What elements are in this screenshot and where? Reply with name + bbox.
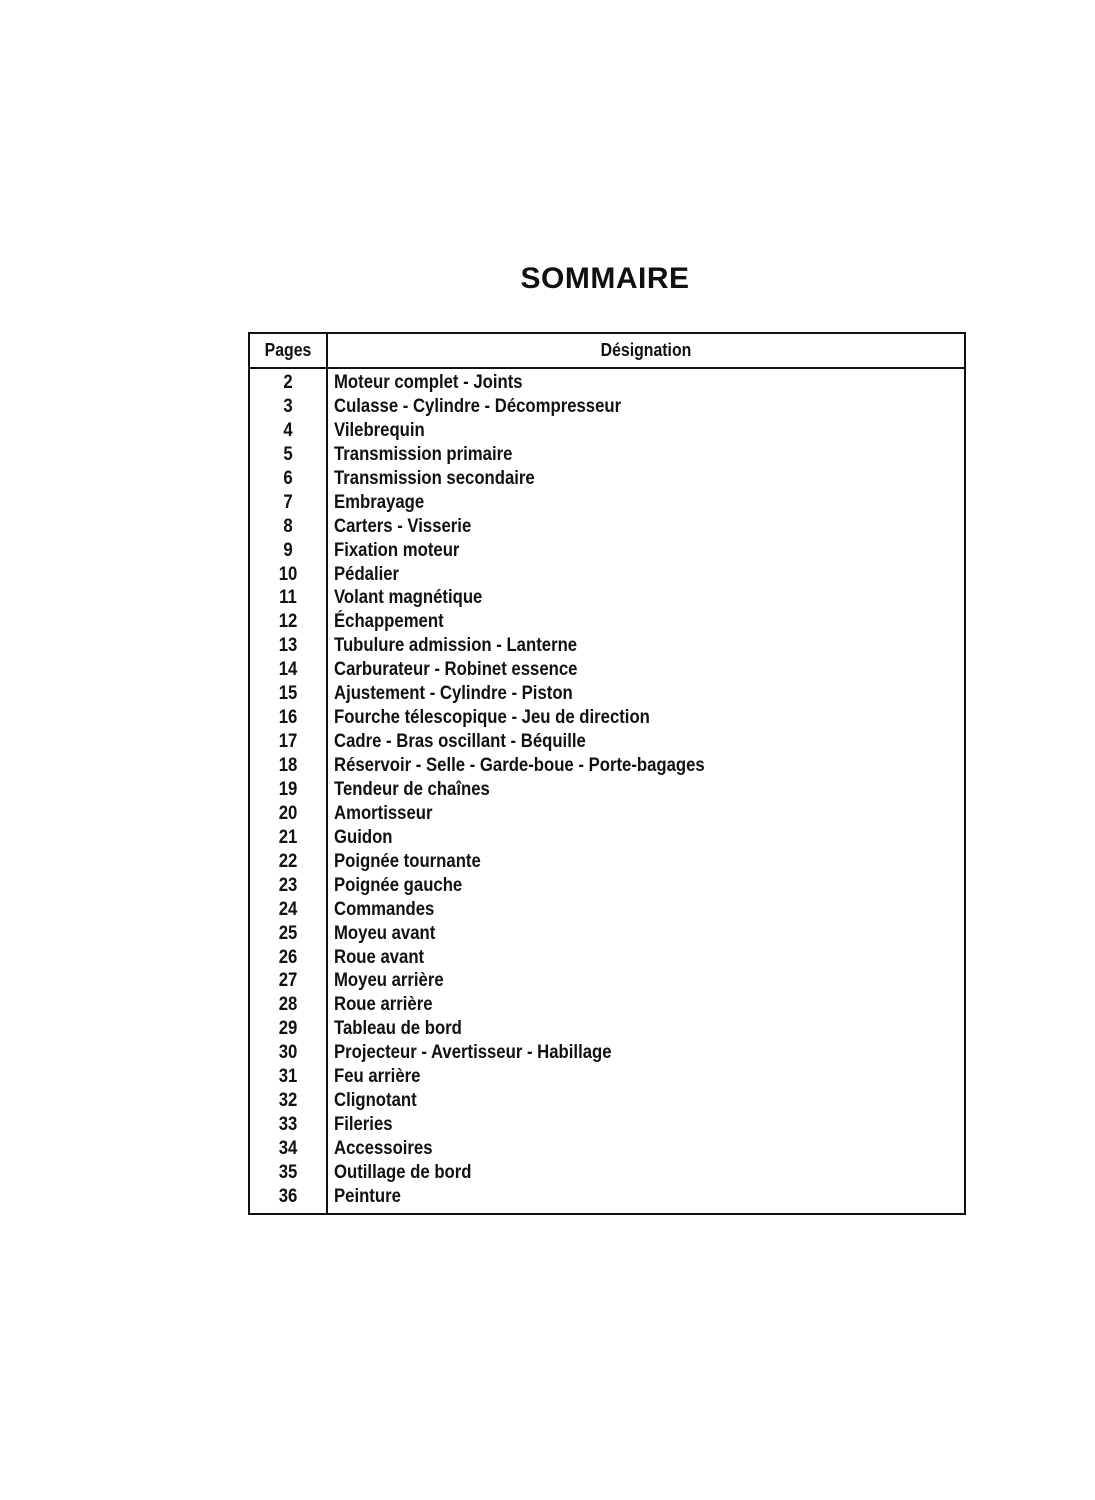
designation-label: Embrayage [334,491,425,513]
designation-label: Roue arrière [334,994,433,1016]
designation-label: Carburateur - Robinet essence [334,659,578,681]
page-number: 34 [278,1138,298,1159]
page-number: 29 [278,1018,298,1040]
designation-label: Commandes [334,898,435,920]
table-row [250,443,964,467]
page-number: 15 [278,683,298,705]
table-row [250,419,964,443]
table-row [250,1017,964,1041]
table-row [250,922,964,946]
table-row [250,946,964,970]
page-number: 11 [279,587,297,609]
page-number: 24 [278,898,298,920]
table-row [250,898,964,922]
designation-label: Peinture [334,1185,401,1207]
table-row [250,778,964,802]
page-number: 31 [278,1066,298,1088]
page-number: 32 [278,1090,298,1112]
designation-label: Accessoires [334,1138,433,1159]
table-row [250,682,964,706]
contents-table [248,332,966,1215]
designation-label: Vilebrequin [334,419,425,441]
designation-label: Tendeur de chaînes [334,778,490,800]
page-number: 13 [278,635,298,657]
table-row [250,1113,964,1137]
table-row [250,634,964,658]
designation-label: Tubulure admission - Lanterne [334,635,578,657]
page-number: 35 [278,1161,298,1183]
designation-label: Fixation moteur [334,539,460,561]
designation-label: Poignée tournante [334,850,481,872]
page-number: 36 [278,1185,298,1207]
page-number: 3 [283,395,293,417]
page-title: SOMMAIRE [520,262,690,295]
page-number: 6 [283,467,293,489]
designation-label: Tableau de bord [334,1018,462,1040]
designation-label: Fileries [334,1114,393,1136]
page-number: 19 [278,778,298,800]
designation-label: Réservoir - Selle - Garde-boue - Porte-bagages [334,755,705,776]
contents-list [250,371,964,1209]
designation-label: Moyeu avant [334,922,436,944]
page-number: 27 [278,970,298,992]
table-row [250,706,964,730]
designation-label: Projecteur - Avertisseur - Habillage [334,1042,612,1064]
page-number: 30 [278,1042,298,1064]
table-row [250,586,964,610]
table-row [250,1065,964,1089]
table-row [250,1041,964,1065]
page-number: 5 [283,443,293,465]
page-number: 28 [278,994,298,1016]
page-number: 25 [278,922,298,944]
designation-label: Moyeu arrière [334,970,444,992]
page-number: 7 [283,491,293,513]
page-number: 9 [283,539,293,561]
designation-label: Carters - Visserie [334,515,472,537]
table-row [250,563,964,587]
designation-label: Outillage de bord [334,1161,472,1183]
page-number: 33 [278,1114,298,1136]
page-number: 22 [278,850,298,872]
table-row [250,610,964,634]
table-row [250,826,964,850]
pages-column-header: Pages [264,340,312,360]
designation-label: Échappement [334,611,444,633]
page-number: 12 [278,611,298,633]
page-number: 21 [278,826,298,848]
page-number: 23 [278,874,298,896]
table-row [250,993,964,1017]
page-number: 26 [278,946,298,968]
page-number: 18 [278,755,298,776]
table-row [250,802,964,826]
page-number: 16 [278,707,298,729]
header-divider [250,367,964,369]
page-number: 20 [278,802,298,824]
table-row [250,395,964,419]
table-row [250,515,964,539]
designation-label: Fourche télescopique - Jeu de direction [334,707,650,729]
table-row [250,1089,964,1113]
table-row [250,1161,964,1185]
designation-label: Volant magnétique [334,587,483,609]
table-row [250,874,964,898]
table-row [250,658,964,682]
designation-label: Cadre - Bras oscillant - Béquille [334,731,586,753]
page-number: 4 [283,419,293,441]
page-number: 8 [283,515,293,537]
designation-label: Transmission secondaire [334,467,535,489]
designation-label: Transmission primaire [334,443,513,465]
table-row [250,371,964,395]
table-row [250,539,964,563]
table-row [250,491,964,515]
table-row [250,1137,964,1161]
table-row [250,754,964,778]
table-row [250,467,964,491]
page-number: 10 [278,563,298,585]
designation-label: Amortisseur [334,802,433,824]
table-row [250,1185,964,1209]
designation-label: Guidon [334,826,393,848]
designation-label: Moteur complet - Joints [334,372,523,393]
designation-label: Roue avant [334,946,425,968]
designation-label: Clignotant [334,1090,417,1112]
table-row [250,850,964,874]
designation-label: Culasse - Cylindre - Décompresseur [334,395,622,417]
page-number: 2 [283,372,293,393]
table-row [250,969,964,993]
page-number: 17 [278,731,298,753]
designation-label: Feu arrière [334,1066,421,1088]
designation-label: Ajustement - Cylindre - Piston [334,683,573,705]
designation-label: Poignée gauche [334,874,463,896]
table-row [250,730,964,754]
designation-label: Pédalier [334,563,400,585]
page-number: 14 [278,659,298,681]
designation-column-header: Désignation [600,340,692,360]
